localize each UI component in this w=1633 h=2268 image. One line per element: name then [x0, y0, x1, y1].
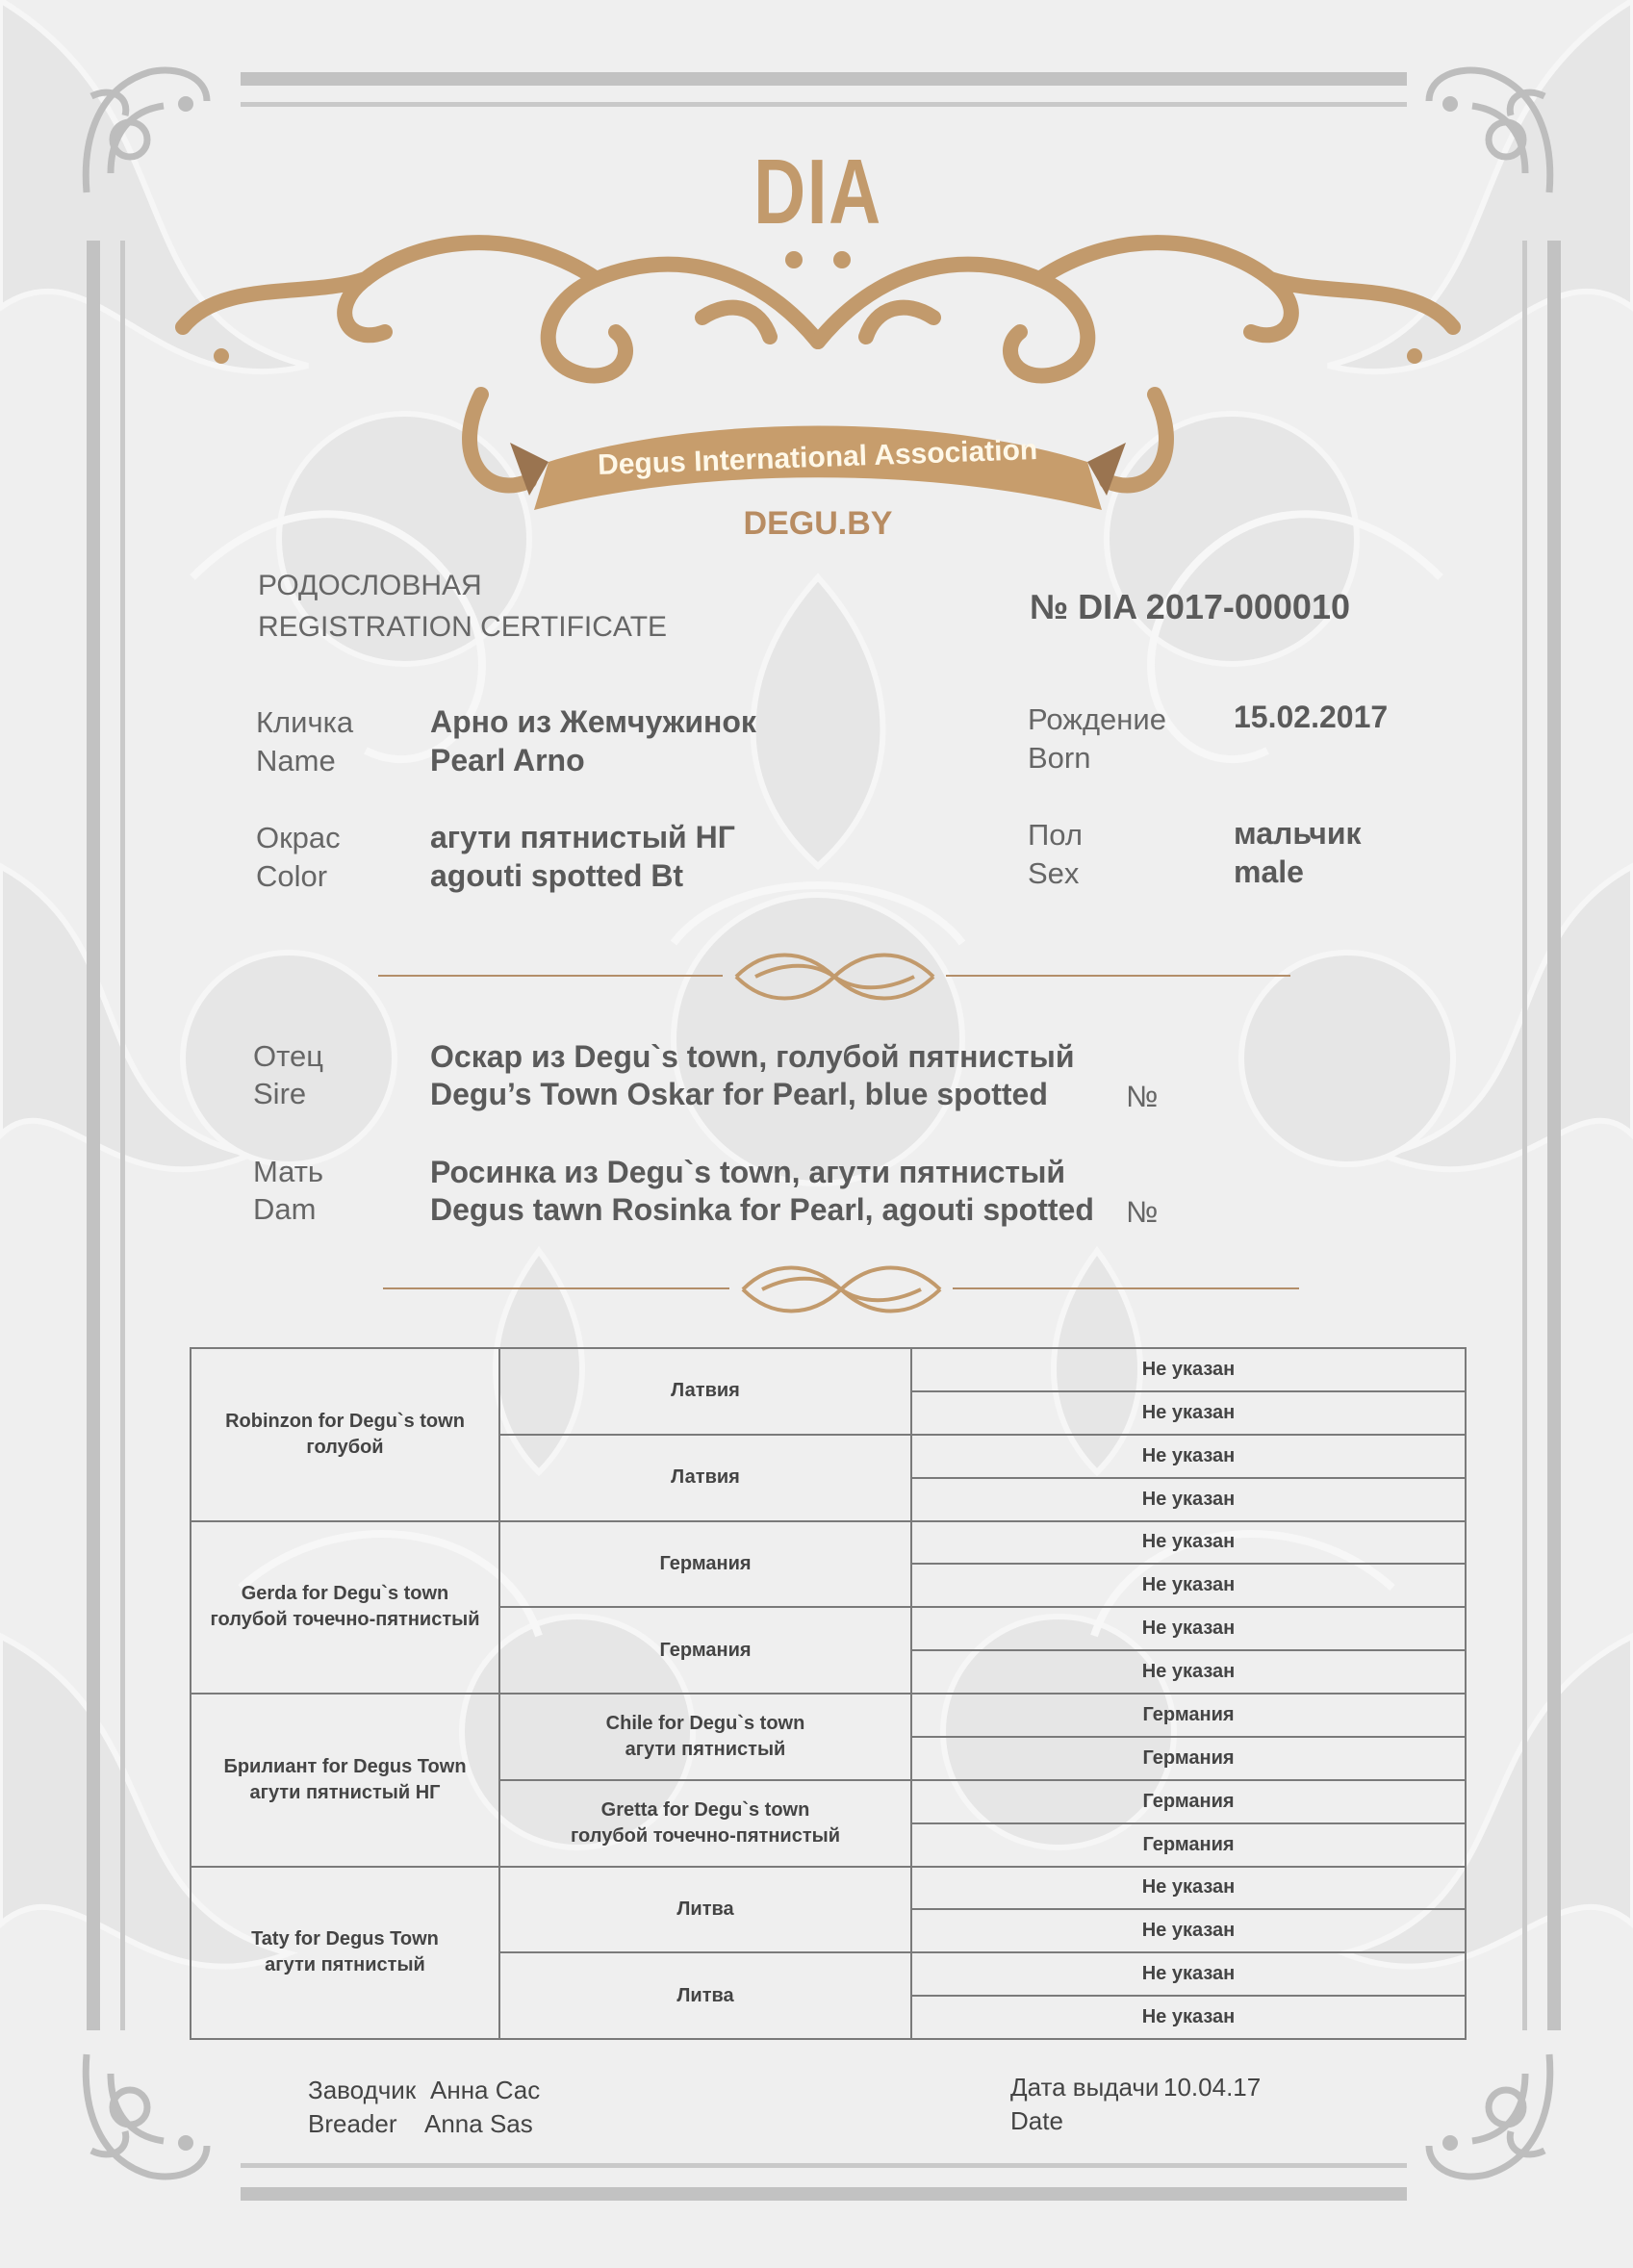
pedigree-gen3-cell: Не указан	[911, 1564, 1466, 1607]
frame-bottom-bar	[241, 2187, 1407, 2201]
sire-label-en: Sire	[253, 1077, 307, 1110]
pedigree-gen3-cell: Не указан	[911, 1391, 1466, 1435]
sire-value-ru: Оскар из Degu`s town, голубой пятнистый	[430, 1039, 1075, 1074]
certificate-number: № DIA 2017-000010	[1030, 587, 1350, 626]
pedigree-gen3-cell: Не указан	[911, 1348, 1466, 1391]
name-value-en: Pearl Arno	[430, 743, 585, 777]
pedigree-gen3-cell: Не указан	[911, 1435, 1466, 1478]
sex-label-en: Sex	[1028, 856, 1080, 890]
pedigree-gen3-cell: Не указан	[911, 1650, 1466, 1694]
pedigree-gen3-cell: Не указан	[911, 1478, 1466, 1521]
divider-flourish	[727, 943, 943, 1010]
color-label-ru: Окрас	[256, 821, 341, 854]
dam-label-en: Dam	[253, 1192, 317, 1226]
frame-left-line	[120, 241, 125, 2030]
corner-ornament-bottom-right	[1419, 2045, 1564, 2189]
color-label-en: Color	[256, 859, 328, 893]
date-label-en: Date	[1010, 2106, 1063, 2135]
pedigree-gen1-cell: Брилиант for Degus Town агути пятнистый НГ	[191, 1694, 499, 1867]
pedigree-gen3-cell: Не указан	[911, 1909, 1466, 1952]
pedigree-gen3-cell: Германия	[911, 1823, 1466, 1867]
name-label-en: Name	[256, 744, 336, 777]
certificate-title-en: REGISTRATION CERTIFICATE	[258, 611, 668, 643]
logo-ribbon-text: Degus International Association	[597, 434, 1038, 481]
sex-value-ru: мальчик	[1234, 816, 1362, 851]
pedigree-gen2-cell: Латвия	[499, 1348, 911, 1435]
pedigree-gen3-cell: Не указан	[911, 1607, 1466, 1650]
breeder-value-ru: Анна Сас	[430, 2076, 541, 2104]
breeder-label-ru: Заводчик	[308, 2076, 417, 2104]
sire-number-label: №	[1126, 1080, 1159, 1113]
date-value: 10.04.17	[1163, 2073, 1262, 2102]
divider-line-left	[378, 975, 723, 977]
dam-number-label: №	[1126, 1195, 1159, 1229]
pedigree-gen1-cell: Robinzon for Degu`s town голубой	[191, 1348, 499, 1521]
sire-value-en: Degu’s Town Oskar for Pearl, blue spotted	[430, 1077, 1048, 1111]
born-label-en: Born	[1028, 741, 1091, 775]
divider-flourish	[733, 1256, 950, 1323]
divider-line-right	[953, 1287, 1299, 1289]
pedigree-gen3-cell: Германия	[911, 1737, 1466, 1780]
dam-value-ru: Росинка из Degu`s town, агути пятнистый	[430, 1155, 1066, 1189]
frame-right-line	[1522, 241, 1527, 2030]
pedigree-gen1-cell: Taty for Degus Town агути пятнистый	[191, 1867, 499, 2040]
site-link[interactable]: DEGU.BY	[743, 505, 893, 542]
pedigree-gen3-cell: Не указан	[911, 1867, 1466, 1910]
pedigree-gen3-cell: Не указан	[911, 1521, 1466, 1565]
table-row	[191, 1348, 1466, 1391]
born-value: 15.02.2017	[1234, 700, 1389, 734]
pedigree-gen2-cell: Литва	[499, 1952, 911, 2039]
pedigree-gen2-cell: Gretta for Degu`s town голубой точечно-пятнистый	[499, 1780, 911, 1867]
table-row	[191, 1694, 1466, 1737]
frame-right-bar	[1547, 241, 1561, 2030]
pedigree-gen3-cell: Не указан	[911, 1952, 1466, 1996]
pedigree-gen1-cell: Gerda for Degu`s town голубой точечно-пятнистый	[191, 1521, 499, 1695]
pedigree-gen3-cell: Германия	[911, 1780, 1466, 1823]
breeder-value-en: Anna Sas	[424, 2109, 533, 2138]
frame-top-bar	[241, 72, 1407, 86]
pedigree-gen2-cell: Chile for Degu`s town агути пятнистый	[499, 1694, 911, 1780]
pedigree-table	[190, 1347, 1467, 2040]
pedigree-gen2-cell: Германия	[499, 1607, 911, 1694]
certificate-title-ru: РОДОСЛОВНАЯ	[258, 570, 482, 601]
frame-bottom-line	[241, 2163, 1407, 2168]
color-value-ru: агути пятнистый НГ	[430, 820, 735, 854]
date-label-ru: Дата выдачи	[1010, 2073, 1160, 2102]
pedigree-gen2-cell: Германия	[499, 1521, 911, 1608]
name-label-ru: Кличка	[256, 705, 354, 739]
sex-value-en: male	[1234, 854, 1304, 889]
pedigree-gen2-cell: Латвия	[499, 1435, 911, 1521]
frame-left-bar	[87, 241, 100, 2030]
name-value-ru: Арно из Жемчужинок	[430, 704, 756, 739]
pedigree-gen3-cell: Германия	[911, 1694, 1466, 1737]
color-value-en: agouti spotted Bt	[430, 858, 684, 893]
breeder-label-en: Breader	[308, 2109, 397, 2138]
divider-line-left	[383, 1287, 729, 1289]
dam-label-ru: Мать	[253, 1155, 324, 1188]
dam-value-en: Degus tawn Rosinka for Pearl, agouti spotted	[430, 1192, 1094, 1227]
table-row	[191, 1521, 1466, 1565]
pedigree-gen2-cell: Литва	[499, 1867, 911, 1953]
logo-title: DIA	[753, 140, 882, 243]
frame-top-line	[241, 102, 1407, 107]
logo	[164, 135, 1472, 558]
corner-ornament-bottom-left	[72, 2045, 217, 2189]
pedigree-gen3-cell: Не указан	[911, 1996, 1466, 2039]
divider-line-right	[946, 975, 1290, 977]
table-row	[191, 1867, 1466, 1910]
born-label-ru: Рождение	[1028, 702, 1166, 736]
sire-label-ru: Отец	[253, 1039, 323, 1073]
sex-label-ru: Пол	[1028, 818, 1083, 852]
